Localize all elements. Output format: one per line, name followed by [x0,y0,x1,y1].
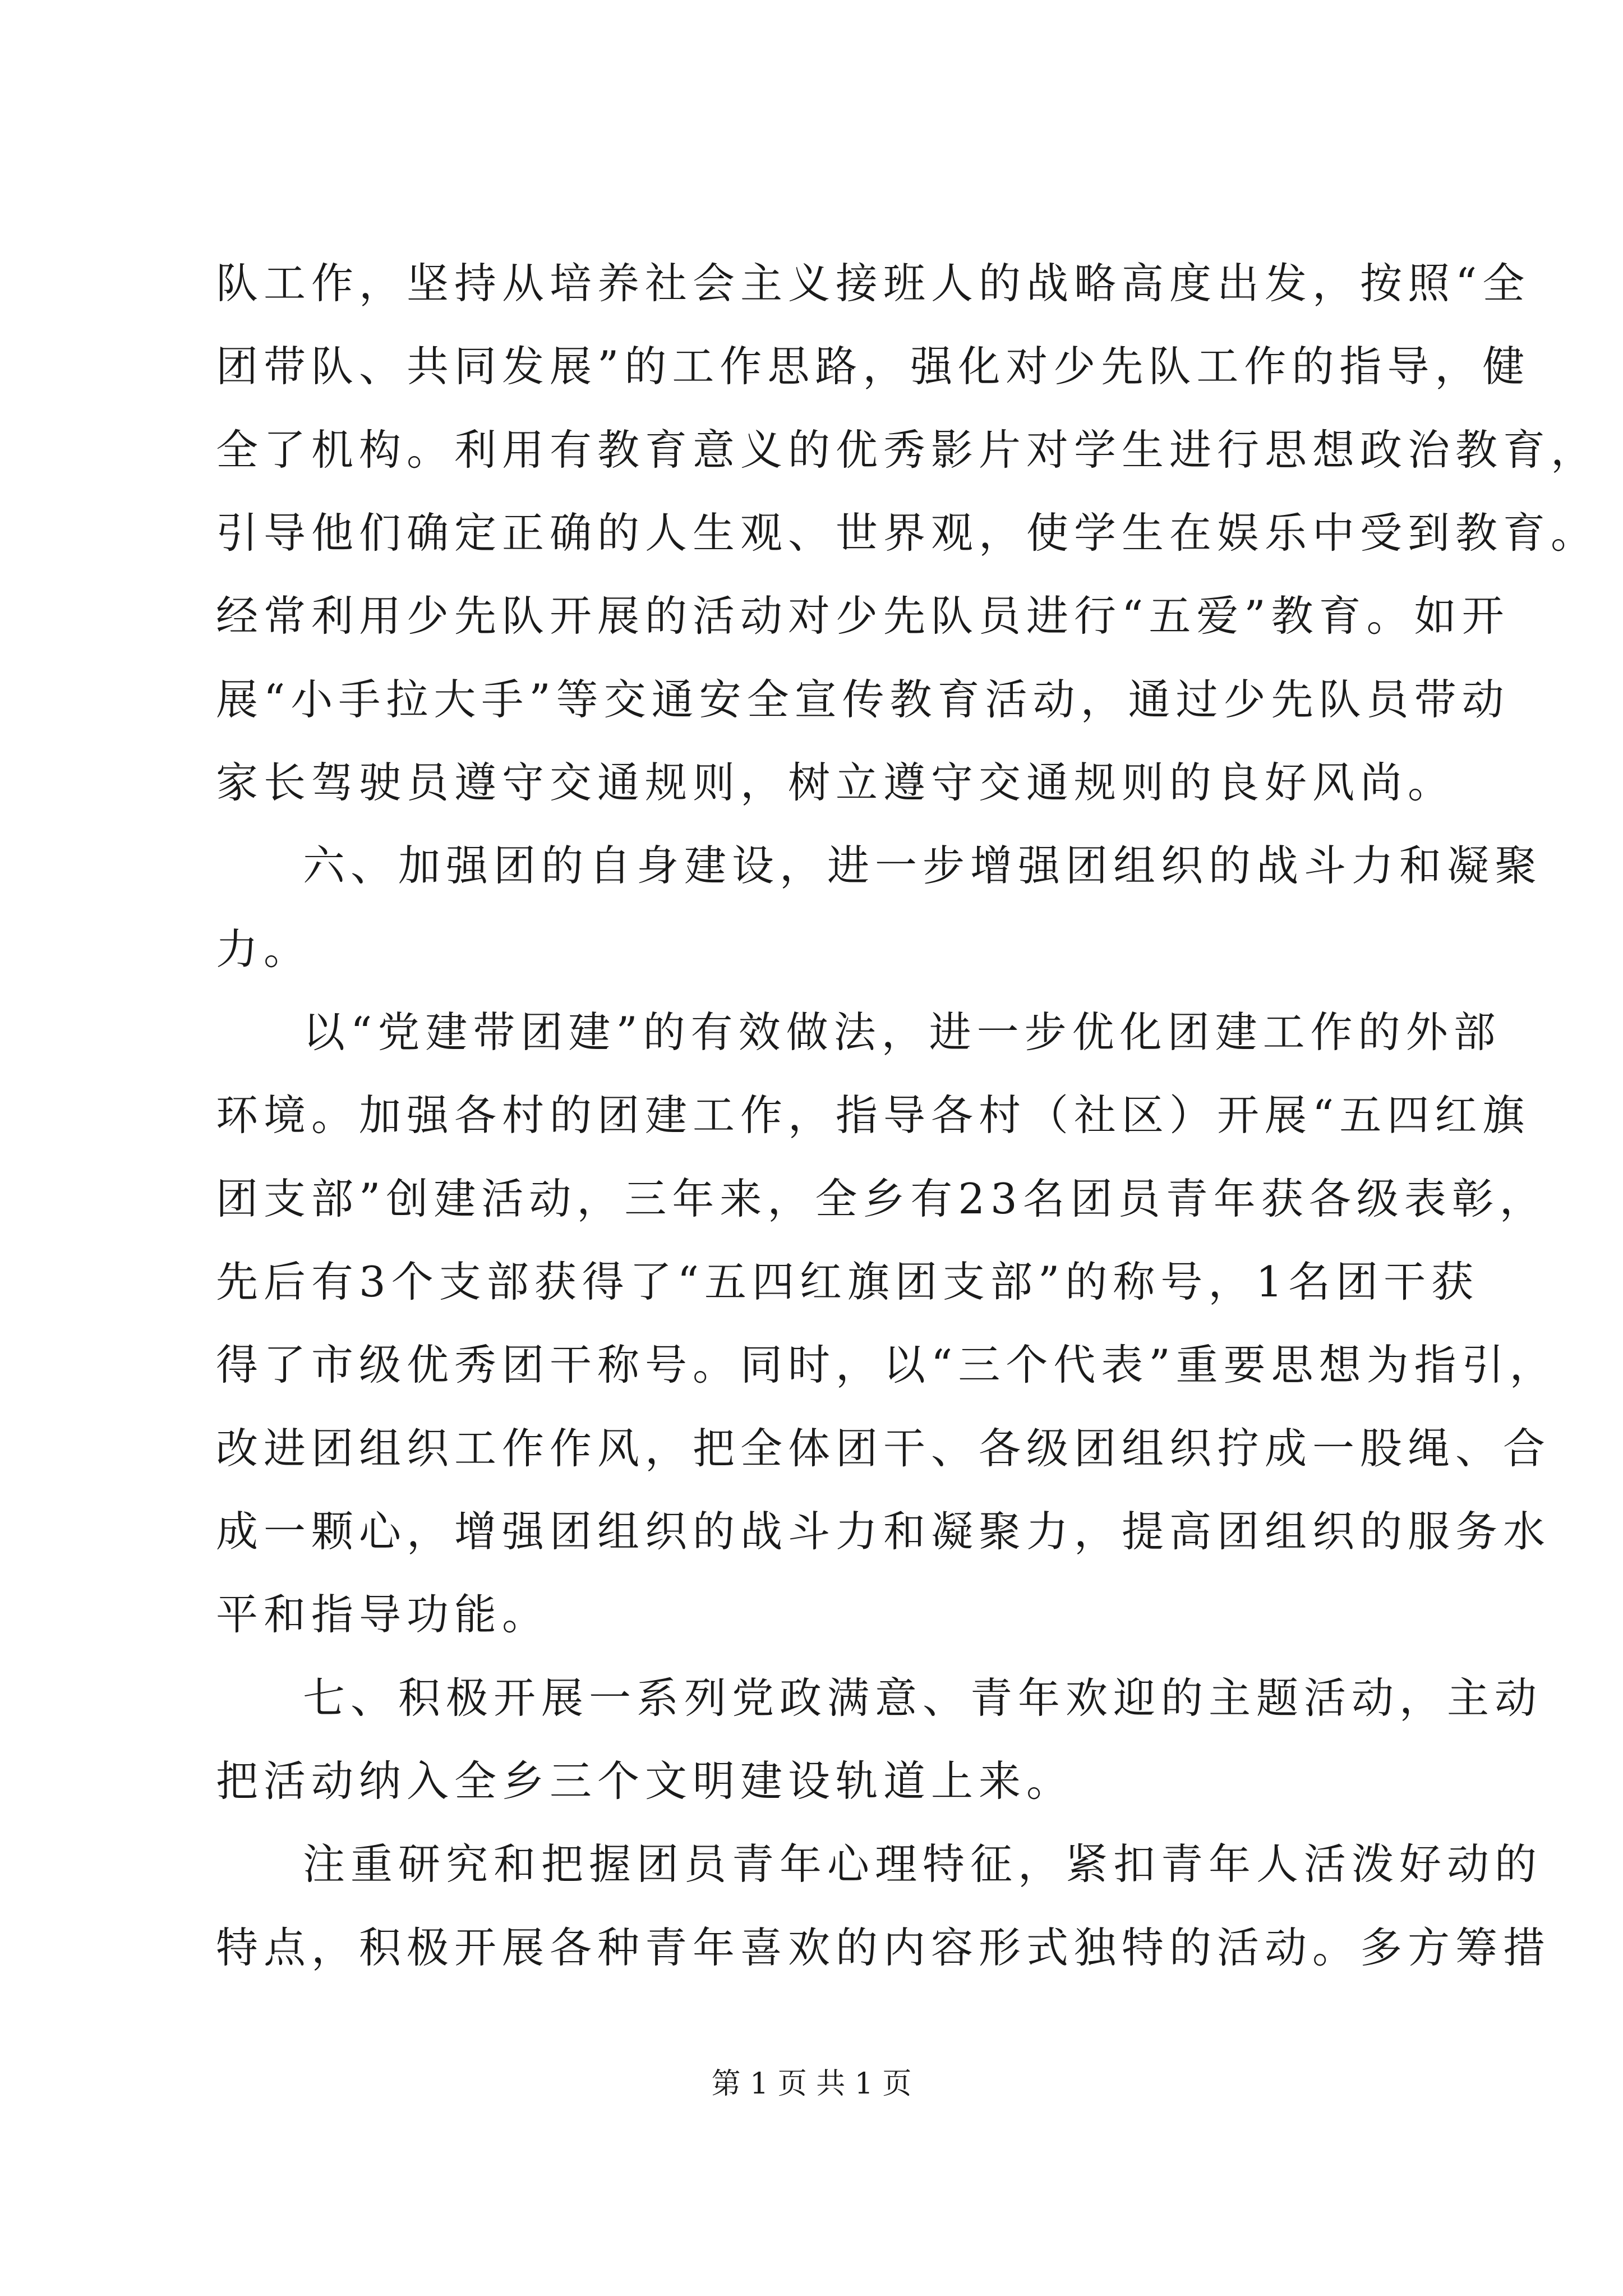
text-line: 平和指导功能。 [216,1590,550,1639]
section-heading-7: 七、积极开展一系列党政满意、青年欢迎的主题活动，主动 [303,1673,1543,1723]
text-line: 环境。加强各村的团建工作，指导各村（社区）开展“五四红旗 [216,1091,1530,1140]
text-line: 团支部”创建活动，三年来，全乡有23名团员青年获各级表彰， [216,1174,1547,1223]
section-heading-6-cont: 力。 [216,924,312,974]
text-line: 全了机构。利用有教育意义的优秀影片对学生进行思想政治教育， [216,425,1599,475]
text-line: 展“小手拉大手”等交通安全宣传教育活动，通过少先队员带动 [216,675,1510,724]
text-line: 先后有3个支部获得了“五四红旗团支部”的称号，1名团干获 [216,1257,1479,1306]
text-line: 以“党建带团建”的有效做法，进一步优化团建工作的外部 [303,1007,1501,1057]
text-line: 得了市级优秀团干称号。同时，以“三个代表”重要思想为指引， [216,1340,1557,1389]
text-line: 改进团组织工作作风，把全体团干、各级团组织拧成一股绳、合 [216,1424,1551,1473]
text-line: 家长驾驶员遵守交通规则，树立遵守交通规则的良好风尚。 [216,758,1456,807]
text-line: 队工作，坚持从培养社会主义接班人的战略高度出发，按照“全 [216,259,1530,308]
text-line: 引导他们确定正确的人生观、世界观，使学生在娱乐中受到教育。 [216,508,1599,558]
text-line: 特点，积极开展各种青年喜欢的内容形式独特的活动。多方筹措 [216,1923,1551,1972]
text-line: 注重研究和把握团员青年心理特征，紧扣青年人活泼好动的 [303,1839,1543,1889]
page-number-footer: 第 1 页 共 1 页 [711,2067,912,2101]
text-line: 经常利用少先队开展的活动对少先队员进行“五爱”教育。如开 [216,591,1510,641]
section-heading-7-cont: 把活动纳入全乡三个文明建设轨道上来。 [216,1756,1075,1806]
text-line: 成一颗心，增强团组织的战斗力和凝聚力，提高团组织的服务水 [216,1507,1551,1556]
text-line: 团带队、共同发展”的工作思路，强化对少先队工作的指导，健 [216,342,1530,391]
section-heading-6: 六、加强团的自身建设，进一步增强团组织的战斗力和凝聚 [303,841,1543,890]
